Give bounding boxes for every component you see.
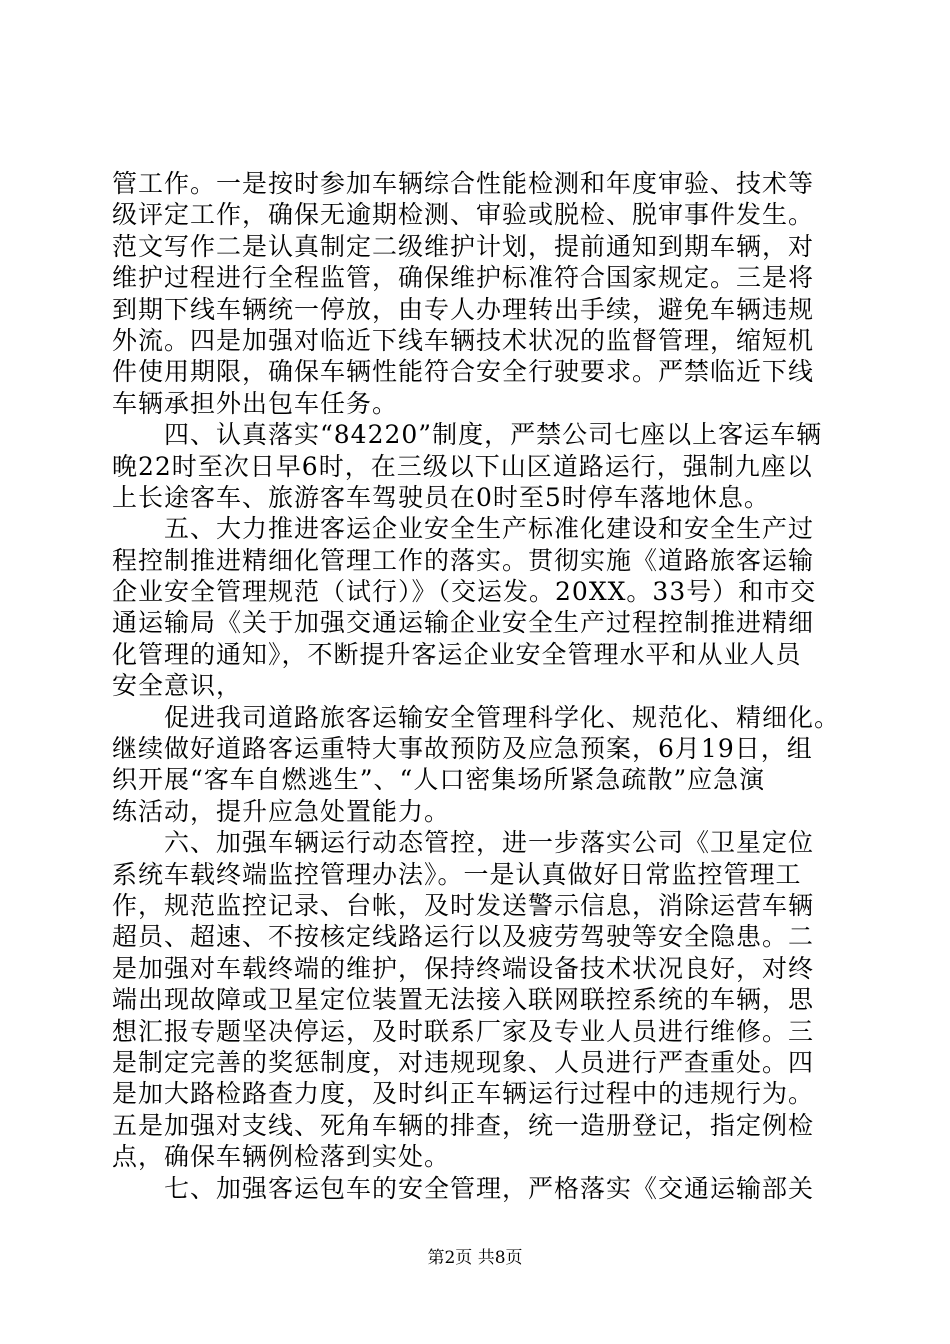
text-line: 化管理的通知》，不断提升客运企业安全管理水平和从业人员: [112, 639, 802, 669]
text-line: 五是加强对支线、死角车辆的排查，统一造册登记，指定例检: [112, 1110, 815, 1140]
text-line: 企业安全管理规范（试行）》（交运发。20XX。33号）和市交: [112, 577, 817, 607]
text-line: 晚22时至次日早6时，在三级以下山区道路运行，强制九座以: [112, 451, 813, 481]
text-line: 促进我司道路旅客运输安全管理科学化、规范化、精细化。: [112, 702, 840, 732]
text-line: 外流。四是加强对临近下线车辆技术状况的监督管理，缩短机: [112, 325, 815, 355]
text-line: 想汇报专题坚决停运，及时联系厂家及专业人员进行维修。三: [112, 1016, 815, 1046]
text-line: 是加大路检路查力度，及时纠正车辆运行过程中的违规行为。: [112, 1079, 815, 1109]
text-line: 是加强对车载终端的维护，保持终端设备技术状况良好，对终: [112, 953, 815, 983]
text-line: 件使用期限，确保车辆性能符合安全行驶要求。严禁临近下线: [112, 357, 815, 387]
text-line: 安全意识，: [112, 671, 243, 701]
text-line: 通运输局《关于加强交通运输企业安全生产过程控制推进精细: [112, 608, 815, 638]
text-line: 继续做好道路客运重特大事故预防及应急预案，6月19日，组: [112, 734, 813, 764]
text-line: 级评定工作，确保无逾期检测、审验或脱检、脱审事件发生。: [112, 200, 815, 230]
text-line: 练活动，提升应急处置能力。: [112, 796, 451, 826]
document-body: [112, 168, 840, 1204]
text-line: 系统车载终端监控管理办法》。一是认真做好日常监控管理工: [112, 859, 802, 889]
text-line: 七、加强客运包车的安全管理，严格落实《交通运输部关: [112, 1173, 815, 1203]
text-line: 织开展“客车自燃逃生”、“人口密集场所紧急疏散”应急演: [112, 765, 766, 795]
text-line: 车辆承担外出包车任务。: [112, 388, 399, 418]
text-line: 是制定完善的奖惩制度，对违规现象、人员进行严查重处。四: [112, 1047, 815, 1077]
text-line: 管工作。一是按时参加车辆综合性能检测和年度审验、技术等: [112, 169, 815, 198]
text-line: 作，规范监控记录、台帐，及时发送警示信息，消除运营车辆: [112, 890, 815, 920]
text-line: 程控制推进精细化管理工作的落实。贯彻实施《道路旅客运输: [112, 545, 815, 575]
text-line: 六、加强车辆运行动态管控，进一步落实公司《卫星定位: [112, 828, 815, 858]
text-line: 上长途客车、旅游客车驾驶员在0时至5时停车落地休息。: [112, 482, 770, 512]
text-line: 范文写作二是认真制定二级维护计划，提前通知到期车辆，对: [112, 231, 815, 261]
text-line: 超员、超速、不按核定线路运行以及疲劳驾驶等安全隐患。二: [112, 922, 815, 952]
text-line: 四、认真落实“84220”制度，严禁公司七座以上客运车辆: [112, 420, 823, 450]
text-line: 五、大力推进客运企业安全生产标准化建设和安全生产过: [112, 514, 815, 544]
text-line: 维护过程进行全程监管，确保维护标准符合国家规定。三是将: [112, 263, 815, 293]
text-line: 到期下线车辆统一停放，由专人办理转出手续，避免车辆违规: [112, 294, 815, 324]
text-line: 端出现故障或卫星定位装置无法接入联网联控系统的车辆，思: [112, 985, 815, 1015]
text-line: 点，确保车辆例检落到实处。: [112, 1142, 451, 1172]
page-number-footer: 第2页 共8页: [427, 1248, 523, 1268]
